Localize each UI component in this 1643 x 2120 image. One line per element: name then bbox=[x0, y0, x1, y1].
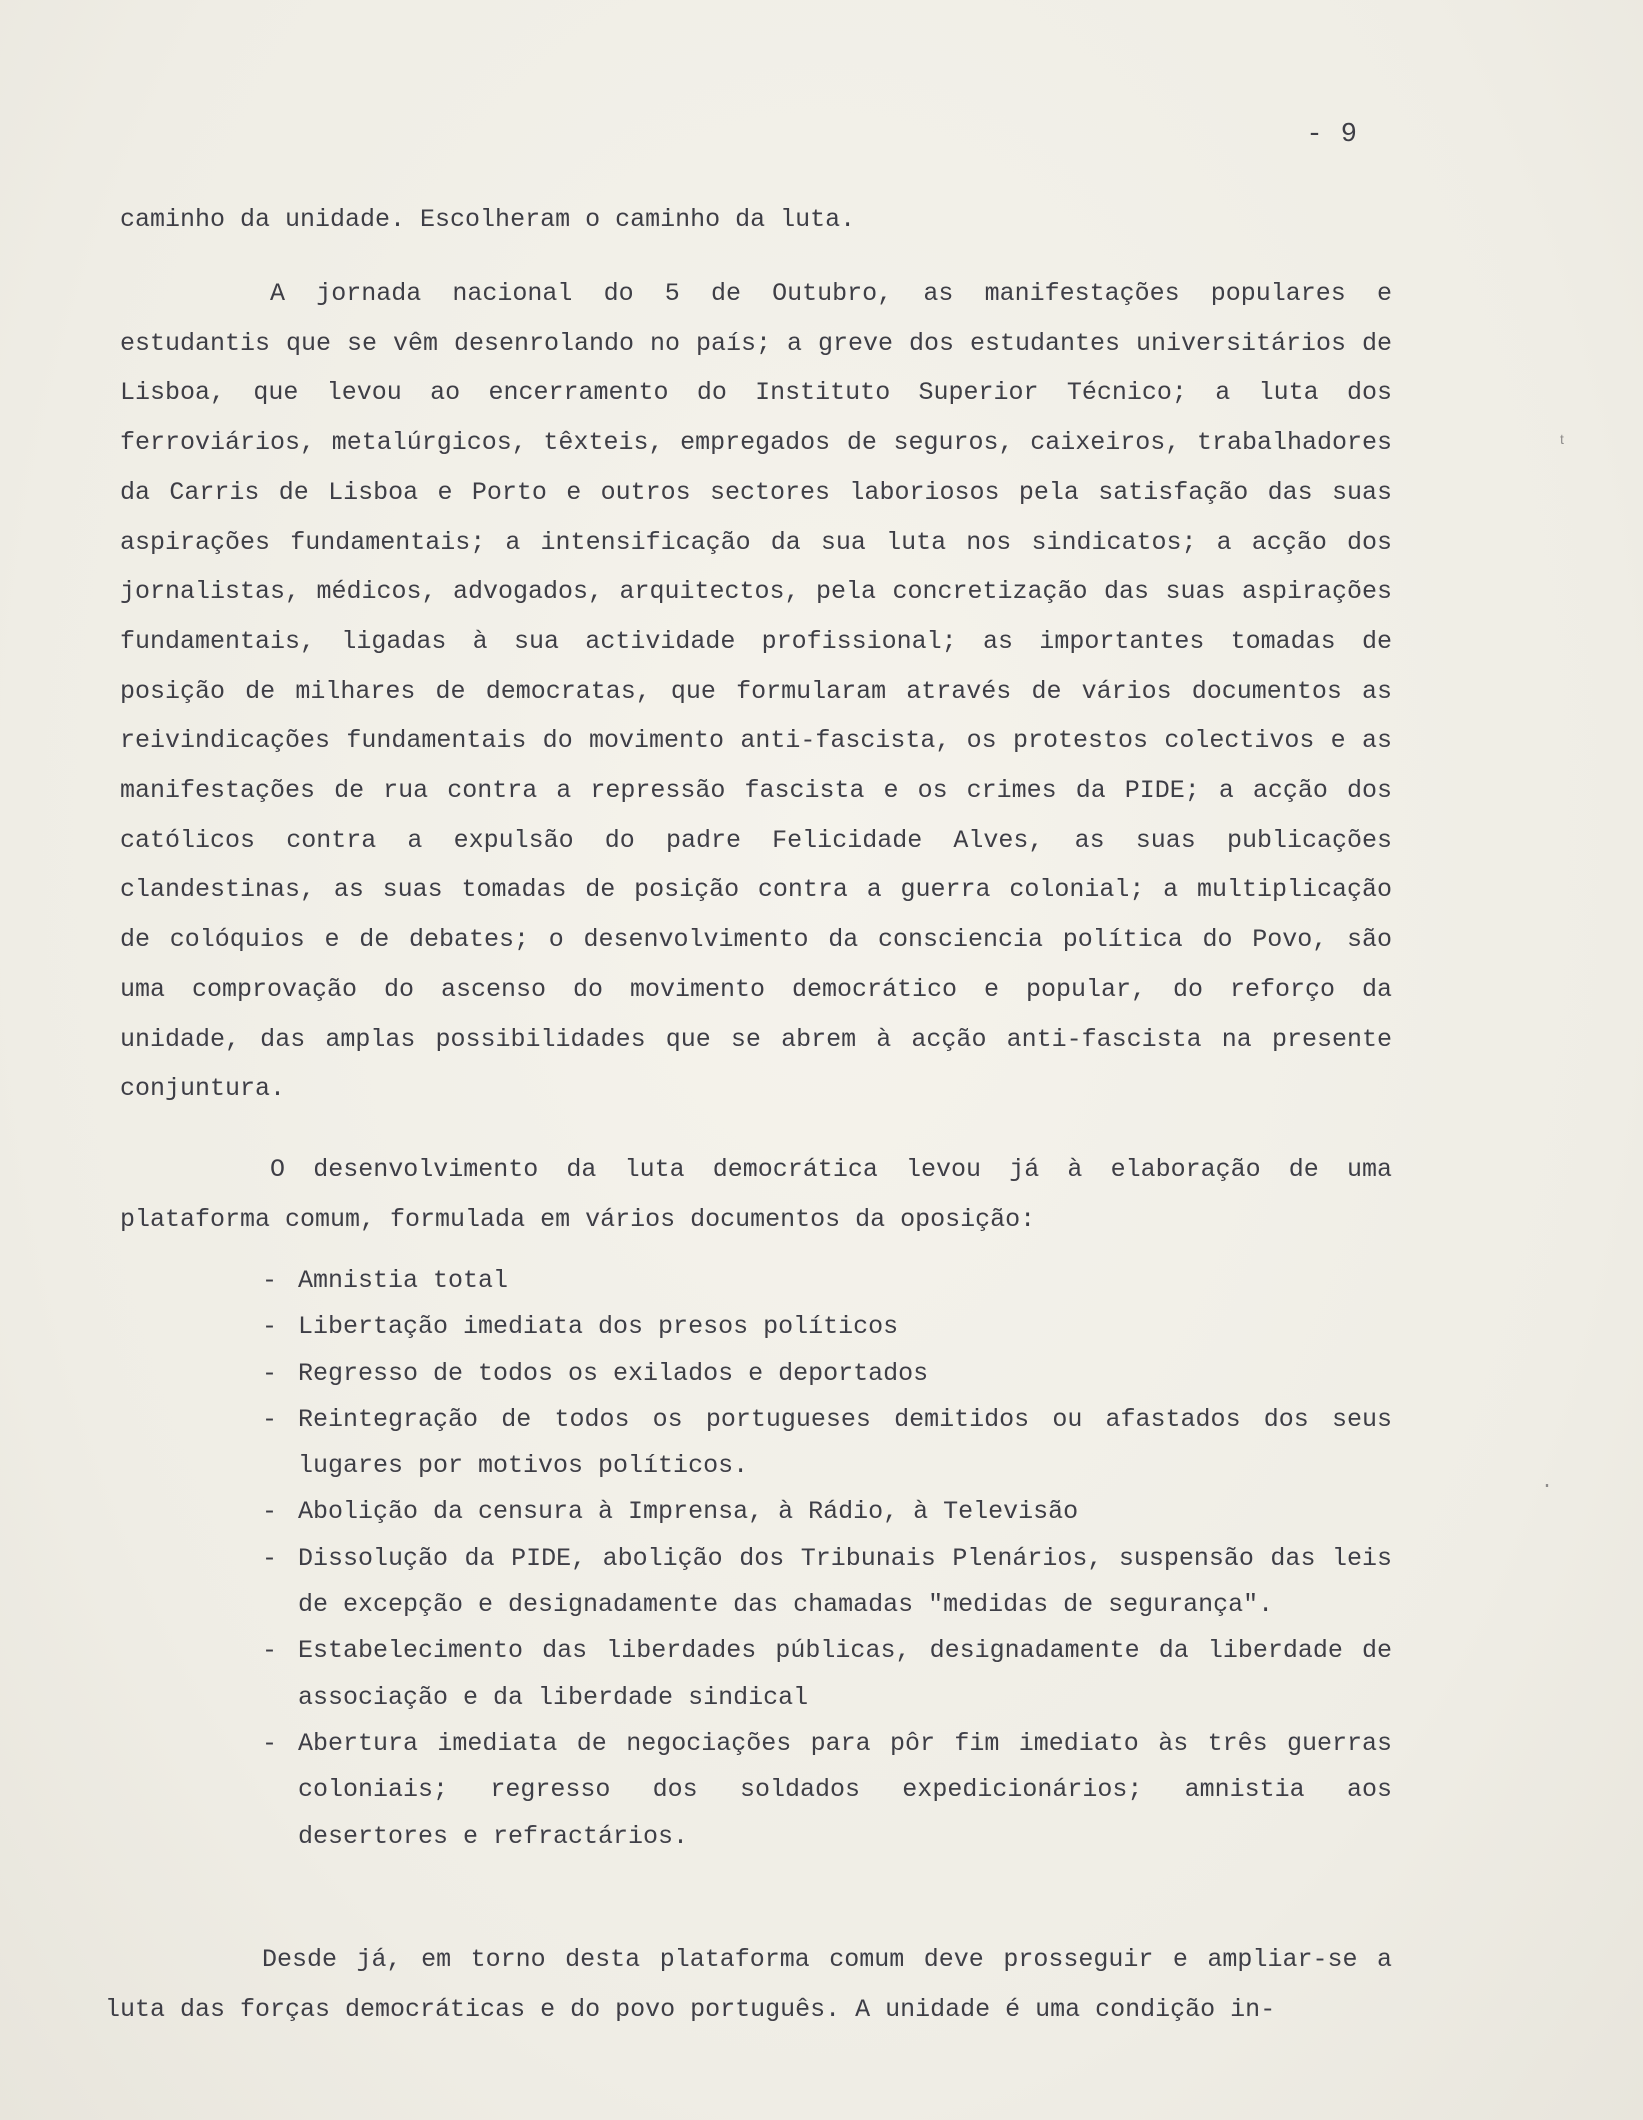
margin-mark: · bbox=[1541, 1475, 1554, 1498]
list-item: - Reintegração de todos os portugueses demitidos ou afastados dos seus lugares por motivos políticos. bbox=[262, 1397, 1392, 1490]
list-item: - Amnistia total bbox=[262, 1258, 1392, 1304]
list-item: - Abertura imediata de negociações para pôr fim imediato às três guerras coloniais; regresso dos soldados expedicionários; amnistia aos desertores e refractários. bbox=[262, 1721, 1392, 1860]
list-item: - Estabelecimento das liberdades públicas, designadamente da liberdade de associação e da liberdade sindical bbox=[262, 1628, 1392, 1721]
paragraph-4: Desde já, em torno desta plataforma comum deve prosseguir e ampliar-se a luta das forças democráticas e do povo português. A unidade é uma condição in- bbox=[105, 1945, 1392, 2024]
list-item: - Dissolução da PIDE, abolição dos Tribunais Plenários, suspensão das leis de excepção e designadamente das chamadas "medidas de segurança". bbox=[262, 1536, 1392, 1629]
page-number: - 9 bbox=[1306, 120, 1358, 150]
list-item: - Libertação imediata dos presos políticos bbox=[262, 1304, 1392, 1350]
paragraph-1: caminho da unidade. Escolheram o caminho da luta. bbox=[120, 205, 856, 234]
paragraph-3: O desenvolvimento da luta democrática levou já à elaboração de uma plataforma comum, formulada em vários documentos da oposição: bbox=[120, 1155, 1392, 1234]
margin-mark: ᵗ bbox=[1556, 433, 1569, 456]
paragraph-2: A jornada nacional do 5 de Outubro, as manifestações populares e estudantis que se vêm desenrolando no país; a greve dos estudantes universitários de Lisboa, que levou ao encerramento do Instituto Superior Técnico; a luta dos ferroviários, metalúrgicos, têxteis, empregados de seguros, caixeiros, trabalhadores da Carris de Lisboa e Porto e outros sectores laboriosos pela satisfação das suas aspirações fundamentais; a intensificação da sua luta nos sindicatos; a acção dos jornalistas, médicos, advogados, arquitectos, pela concretização das suas aspirações fundamentais, ligadas à sua actividade profissional; as importantes tomadas de posição de milhares de democratas, que formularam através de vários documentos as reivindicações fundamentais do movimento anti-fascista, os protestos colectivos e as manifestações de rua contra a repressão fascista e os crimes da PIDE; a acção dos católicos contra a expulsão do padre Felicidade Alves, as suas publicações clandestinas, as suas tomadas de posição contra a guerra colonial; a multiplicação de colóquios e de debates; o desenvolvimento da consciencia política do Povo, são uma comprovação do ascenso do movimento democrático e popular, do reforço da unidade, das amplas possibilidades que se abrem à acção anti-fascista na presente conjuntura. bbox=[120, 279, 1392, 1104]
list-item: - Regresso de todos os exilados e deportados bbox=[262, 1351, 1392, 1397]
list-item: - Abolição da censura à Imprensa, à Rádio, à Televisão bbox=[262, 1489, 1392, 1535]
platform-list bbox=[262, 1258, 1392, 1860]
